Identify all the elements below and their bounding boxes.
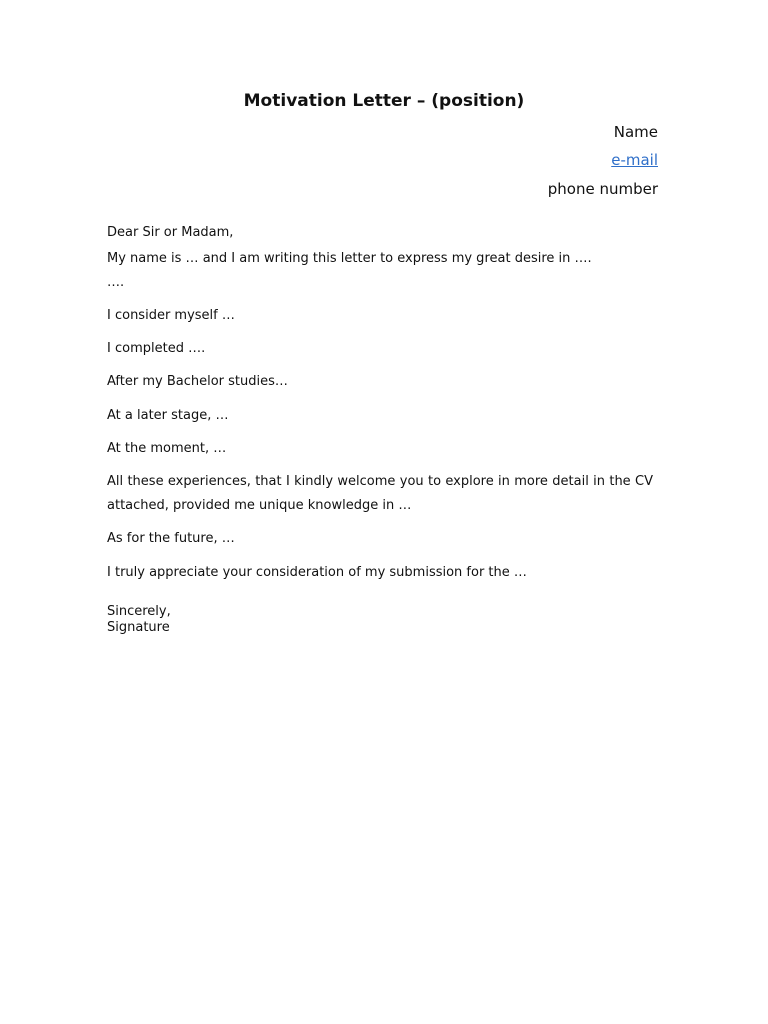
intro-paragraph: My name is … and I am writing this letter to express my great desire in …. — [107, 251, 592, 266]
paragraph-completed: I completed …. — [107, 341, 206, 356]
paragraph-bachelor: After my Bachelor studies… — [107, 374, 288, 389]
paragraph-future: As for the future, … — [107, 531, 235, 546]
signature: Signature — [107, 620, 170, 635]
contact-name: Name — [613, 123, 658, 141]
contact-email — [611, 150, 658, 170]
letter-title: Motivation Letter – (position) — [243, 91, 525, 111]
intro-paragraph-continuation: …. — [107, 275, 125, 290]
salutation: Dear Sir or Madam, — [107, 225, 234, 240]
paragraph-experiences: All these experiences, that I kindly welcome you to explore in more detail in the CV attached, provided me unique knowledge in … — [107, 474, 653, 513]
paragraph-consider: I consider myself … — [107, 308, 235, 323]
paragraph-appreciate: I truly appreciate your consideration of my submission for the … — [107, 565, 527, 580]
email-link[interactable]: e-mail — [611, 151, 658, 169]
paragraph-moment: At the moment, … — [107, 441, 227, 456]
paragraph-later-stage: At a later stage, … — [107, 408, 229, 423]
contact-phone: phone number — [547, 180, 658, 198]
closing: Sincerely, — [107, 604, 171, 619]
